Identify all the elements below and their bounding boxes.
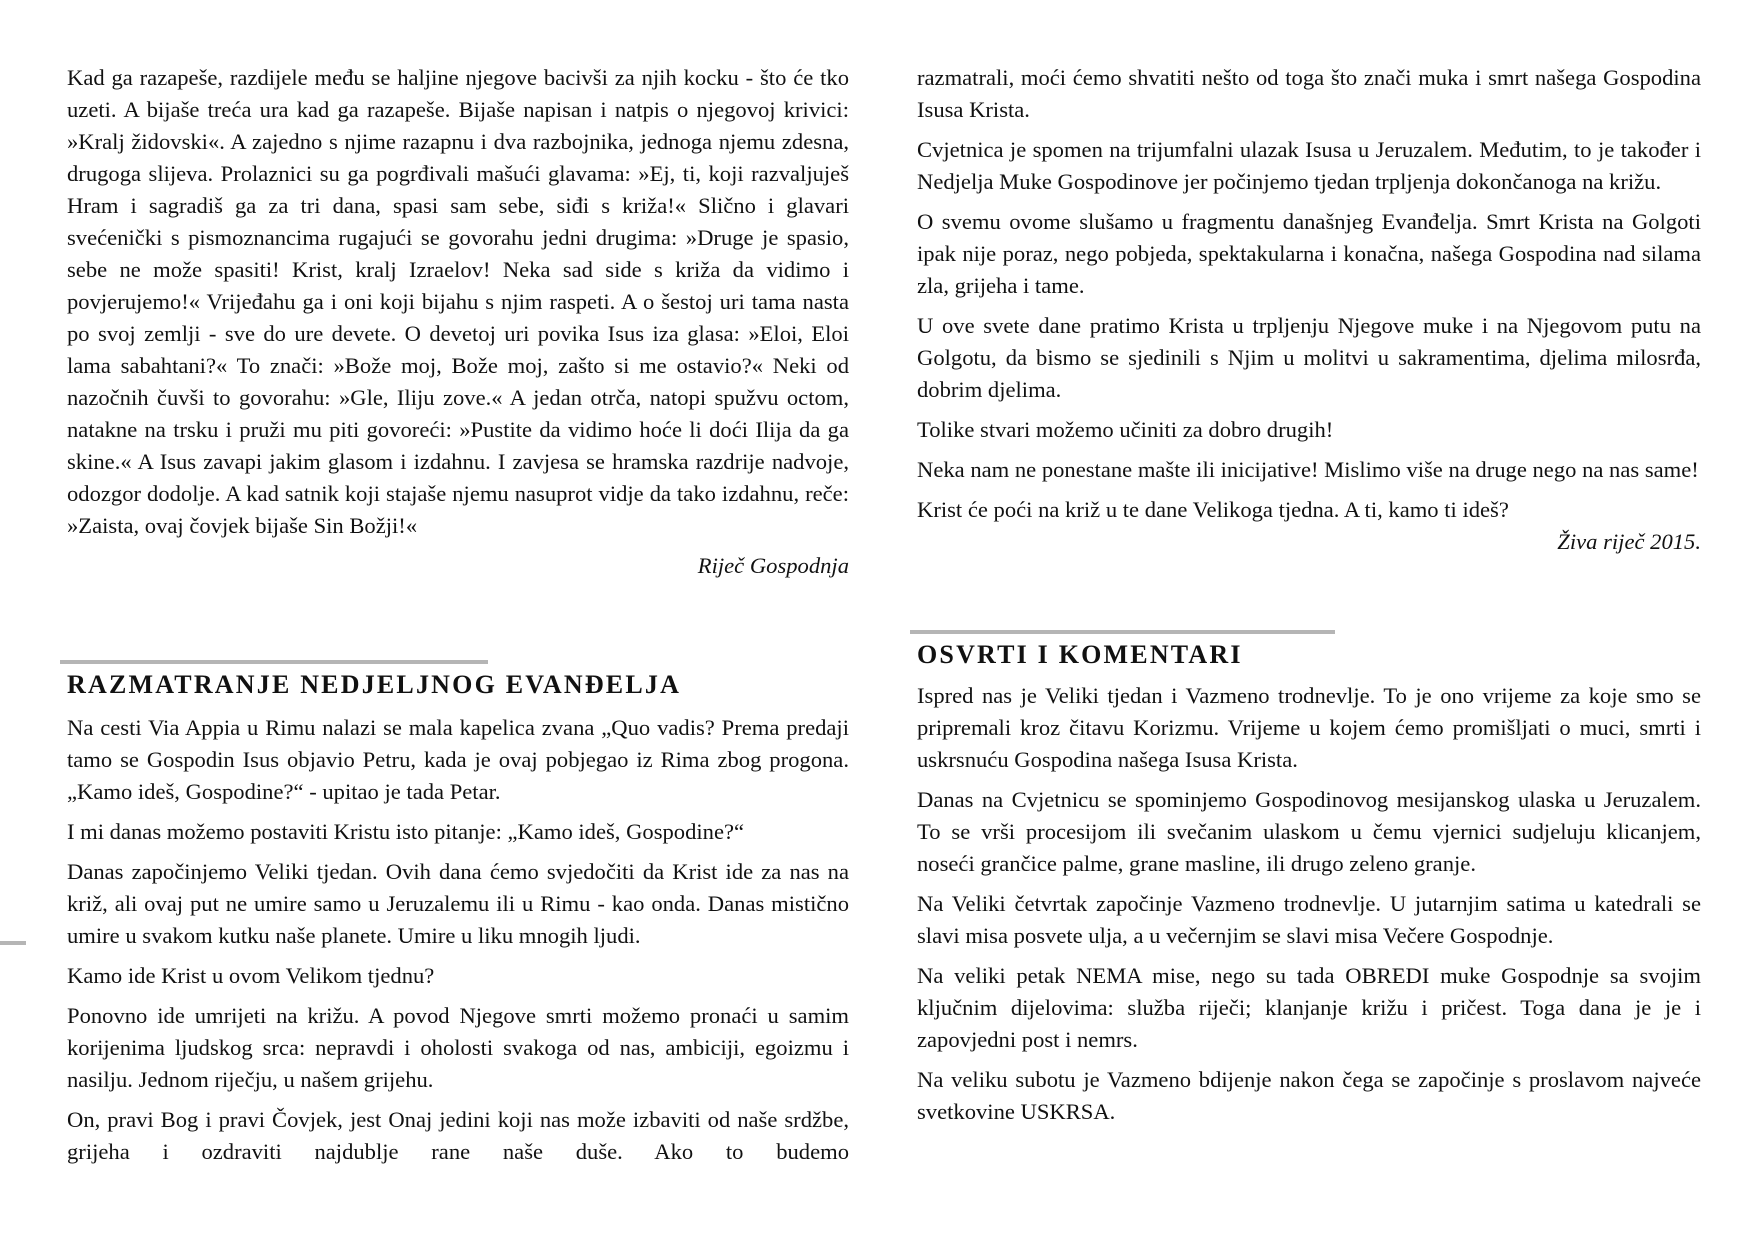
paragraph: O svemu ovome slušamo u fragmentu današnjeg Evanđelja. Smrt Krista na Golgoti ipak nije poraz, nego pobjeda, spektakularna i konačna, našega Gospodina nad silama zla, grijeha i tame. bbox=[917, 209, 1701, 298]
paragraph: Cvjetnica je spomen na trijumfalni ulazak Isusa u Jeruzalem. Međutim, to je također i Nedjelja Muke Gospodinove jer počinjemo tjedan trpljenja dokončanoga na križu. bbox=[917, 137, 1701, 194]
paragraph: On, pravi Bog i pravi Čovjek, jest Onaj jedini koji nas može izbaviti od naše srdžbe, grijeha i ozdraviti najdublje rane naše duše. Ako to budemo bbox=[67, 1107, 849, 1164]
gospel-text: Kad ga razapeše, razdijele među se haljine njegove bacivši za njih kocku - što će tko uzeti. A bijaše treća ura kad ga razapeše. Bijaše napisan i natpis o njegovoj krivici: »Kralj židovski«. A zajedno s njime razapnu i dva razbojnika, jednoga njemu zdesna, drugoga slijeva. Prolaznici su ga pogrđivali mašući glavama: »Ej, ti, koji razvaljuješ Hram i sagradiš ga za tri dana, spasi sam sebe, siđi s križa!« Slično i glavari svećenički s pismoznancima rugajući se govorahu jedni drugima: »Druge je spasio, sebe ne može spasiti! Krist, kralj Izraelov! Neka sad side s križa da vidimo i povjerujemo!« Vrijeđahu ga i oni koji bijahu s njim raspeti. A o šestoj uri tama nasta po svoj zemlji - sve do ure devete. O devetoj uri povika Isus iza glasa: »Eloi, Eloi lama sabahtani?« To znači: »Bože moj, Bože moj, zašto si me ostavio?« Neki od nazočnih čuvši to govorahu: »Gle, Iliju zove.« A jedan otrča, natopi spužvu octom, natakne na trsku i pruži mu piti govoreći: »Pustite da vidimo hoće li doći Ilija da ga skine.« A Isus zavapi jakim glasom i izdahnu. I zavjesa se hramska razdrije nadvoje, odozgor dodolje. A kad satnik koji stajaše njemu nasuprot vidje da tako izdahnu, reče: »Zaista, ovaj čovjek bijaše Sin Božji!« bbox=[67, 65, 849, 538]
paragraph: Ispred nas je Veliki tjedan i Vazmeno trodnevlje. To je ono vrijeme za koje smo se pripremali kroz čitavu Korizmu. Vrijeme u kojem ćemo promišljati o muci, smrti i uskrsnuću Gospodina našega Isusa Krista. bbox=[917, 683, 1701, 772]
margin-rule-mark bbox=[0, 941, 26, 945]
reflection-continuation bbox=[917, 62, 1701, 558]
paragraph: U ove svete dane pratimo Krista u trpljenju Njegove muke i na Njegovom putu na Golgotu, da bismo se sjedinili s Njim u molitvi u sakramentima, djelima milosrđa, dobrim djelima. bbox=[917, 313, 1701, 402]
comments-text bbox=[917, 680, 1701, 1128]
paragraph: razmatrali, moći ćemo shvatiti nešto od toga što znači muka i smrt našega Gospodina Isusa Krista. bbox=[917, 65, 1701, 122]
section-divider bbox=[910, 630, 1335, 634]
paragraph: Danas započinjemo Veliki tjedan. Ovih dana ćemo svjedočiti da Krist ide za nas na križ, ali ovaj put ne umire samo u Jeruzalemu ili u Rimu - kao onda. Danas mistično umire u svakom kutku naše planete. Umire u liku mnogih ljudi. bbox=[67, 859, 849, 948]
paragraph: Krist će poći na križ u te dane Velikoga tjedna. A ti, kamo ti ideš? bbox=[917, 497, 1509, 522]
paragraph: Tolike stvari možemo učiniti za dobro drugih! bbox=[917, 417, 1334, 442]
reflection-text bbox=[67, 712, 849, 1168]
section-divider bbox=[60, 660, 488, 664]
gospel-signature: Riječ Gospodnja bbox=[697, 553, 849, 578]
paragraph: Danas na Cvjetnicu se spominjemo Gospodinovog mesijanskog ulaska u Jeruzalem. To se vrši procesijom ili svečanim ulaskom u čemu vjernici sudjeluju klicanjem, noseći grančice palme, grane masline, ili drugo zeleno granje. bbox=[917, 787, 1701, 876]
paragraph: Na veliku subotu je Vazmeno bdijenje nakon čega se započinje s proslavom najveće svetkovine USKRSA. bbox=[917, 1067, 1701, 1124]
paragraph: Na veliki petak NEMA mise, nego su tada OBREDI muke Gospodnje sa svojim ključnim dijelovima: služba riječi; klanjanje križu i pričest. Toga dana je je i zapovjedni post i nemrs. bbox=[917, 963, 1701, 1052]
paragraph: Kamo ide Krist u ovom Velikom tjednu? bbox=[67, 963, 435, 988]
section-heading-comments: OSVRTI I KOMENTARI bbox=[917, 640, 1243, 669]
paragraph: Na Veliki četvrtak započinje Vazmeno trodnevlje. U jutarnjim satima u katedrali se slavi misa posvete ulja, a u večernjim se slavi misa Večere Gospodnje. bbox=[917, 891, 1701, 948]
paragraph: Na cesti Via Appia u Rimu nalazi se mala kapelica zvana „Quo vadis? Prema predaji tamo se Gospodin Isus objavio Petru, kada je ovaj pobjegao iz Rima zbog progona. „Kamo ideš, Gospodine?“ - upitao je tada Petar. bbox=[67, 715, 849, 804]
paragraph: I mi danas možemo postaviti Kristu isto pitanje: „Kamo ideš, Gospodine?“ bbox=[67, 819, 745, 844]
gospel-reading bbox=[67, 62, 849, 582]
paragraph: Neka nam ne ponestane mašte ili inicijative! Mislimo više na druge nego na nas same! bbox=[917, 457, 1699, 482]
section-heading-reflection: RAZMATRANJE NEDJELJNOG EVANĐELJA bbox=[67, 670, 682, 699]
source-citation: Živa riječ 2015. bbox=[1557, 529, 1701, 554]
paragraph: Ponovno ide umrijeti na križu. A povod Njegove smrti možemo pronaći u samim korijenima ljudskog srca: nepravdi i oholosti svakoga od nas, ambiciji, egoizmu i nasilju. Jednom riječju, u našem grijehu. bbox=[67, 1003, 849, 1092]
